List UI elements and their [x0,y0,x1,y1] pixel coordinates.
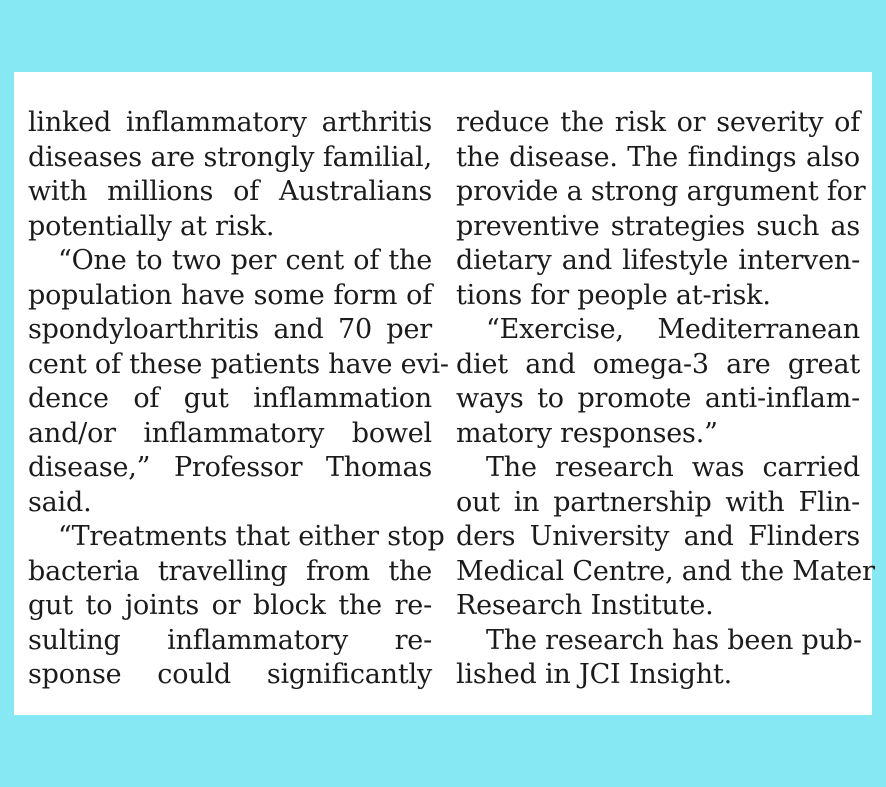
article-text-line: bacteria travelling from the [28,555,432,587]
article-text-line: linked inflammatory arthritis [28,107,432,138]
article-text-line: Research Institute. [456,590,714,621]
article-text-line: matory responses.” [456,417,718,449]
article-text-line: dietary and lifestyle interven- [456,245,860,276]
article-text-line: ders University and Flinders [456,521,860,552]
article-text-line: diseases are strongly familial, [28,141,432,173]
article-text-line: preventive strategies such as [456,210,860,242]
article-text-line: ways to promote anti-inflam- [456,383,860,414]
article-text-line: reduce the risk or severity of [456,107,860,138]
article-text-line: and/or inflammatory bowel [28,417,432,449]
article-text-line: disease,” Professor Thomas [28,452,432,483]
article-column-right [456,106,875,693]
newspaper-clipping [14,72,875,715]
article-text-line: provide a strong argument for [456,176,866,207]
article-text-line: said. [28,486,92,518]
article-text-line: sponse could significantly [28,659,432,690]
article-text-line: diet and omega-3 are great [456,348,860,380]
article-text-line: sulting inflammatory re- [28,624,432,656]
article-text-line: out in partnership with Flin- [456,486,860,518]
article-text-line: Medical Centre, and the Mater [456,555,875,587]
article-text-line: The research has been pub- [486,624,862,656]
article-text-line: population have some form of [28,279,432,311]
article-text-line: gut to joints or block the re- [28,590,432,621]
article-text-line: spondyloarthritis and 70 per [28,314,432,345]
article-text-line: “One to two per cent of the [58,245,432,276]
article-column-left [28,106,449,693]
article-text-line: with millions of Australians [28,176,432,207]
article-text-line: “Treatments that either stop [58,521,445,552]
article-text-line: potentially at risk. [28,210,275,242]
article-text-line: the disease. The findings also [456,141,860,173]
article-text-line: cent of these patients have evi- [28,348,449,380]
article-text-line: The research was carried [486,452,860,483]
article-text-line: lished in JCI Insight. [456,659,732,690]
article-text-line: “Exercise, Mediterranean [486,314,860,345]
article-text-line: tions for people at-risk. [456,279,771,311]
article-text-line: dence of gut inflammation [28,383,432,414]
